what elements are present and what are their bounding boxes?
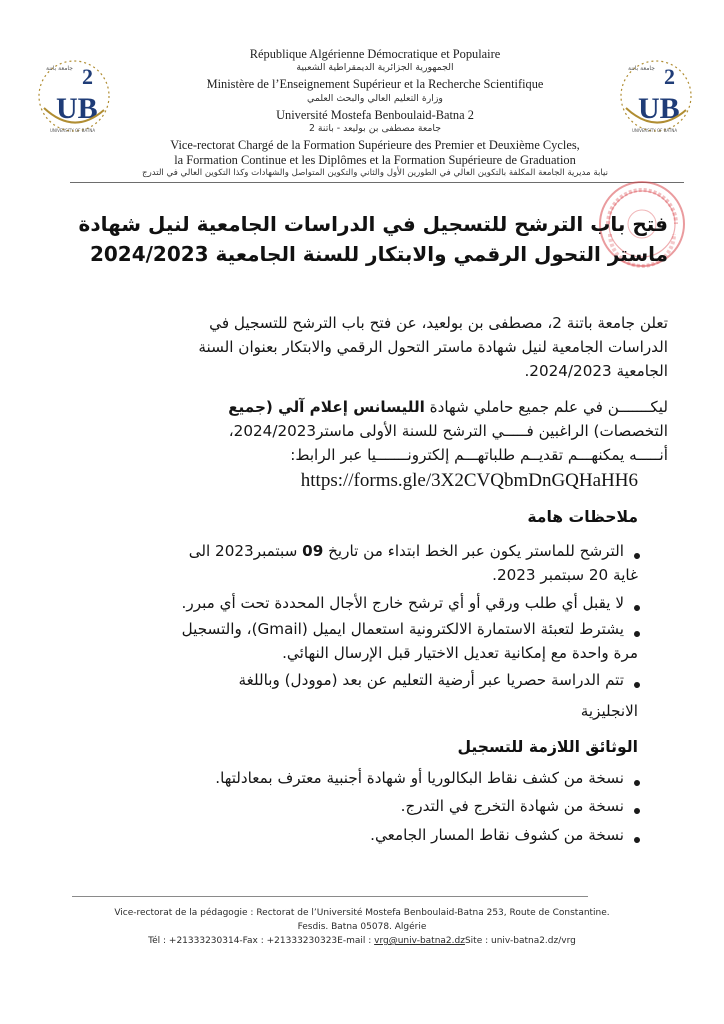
header-vicerectorat-fr-2: la Formation Continue et les Diplômes et la Formation Supérieure de Graduation [174, 153, 576, 167]
note-3-line-1: يشترط لتعبئة الاستمارة الالكترونية استعمال ايميل (Gmail)، والتسجيل [181, 620, 624, 638]
logo-en-text: UNIVERSITY OF BATNA [50, 128, 96, 133]
footer-address-line-2: Fesdis. Batna 05078. Algérie [297, 922, 427, 932]
announcement-title-line-1: فتح باب الترشح للتسجيل في الدراسات الجامعية لنيل شهادة [78, 212, 668, 236]
document-2: نسخة من شهادة التخرج في التدرج. [400, 797, 624, 815]
header-divider [70, 182, 684, 183]
document-1: نسخة من كشف نقاط البكالوريا أو شهادة أجنبية معترف بمعادلتها. [215, 769, 624, 787]
footer-site: Site : univ-batna2.dz/vrg [464, 936, 576, 946]
note-4-line-1: تتم الدراسة حصريا عبر أرضية التعليم عن بعد (موودل) وباللغة [238, 671, 624, 689]
header-vicerectorat-ar: نيابة مديرية الجامعة المكلفة بالتكوين العالي في الطورين الأول والثاني والتكوين المتواصل والشهادات وكذا التكوين العالي في التدرج [142, 168, 608, 178]
notes-title: ملاحظات هامة [527, 508, 638, 526]
bullet-icon [634, 837, 640, 843]
logo-number: 2 [664, 64, 675, 89]
paragraph-2-line-3: أنـــــه يمكنهـــم تقديــم طلباتهـــم إلكترونـــــــيا عبر الرابط: [290, 446, 668, 464]
paragraph-1-line-3: الجامعية 2024/2023. [524, 362, 668, 380]
documents-title: الوثائق اللازمة للتسجيل [457, 738, 638, 756]
logo-ar-text: جامعة باتنة [628, 65, 655, 72]
bullet-icon [634, 808, 640, 814]
paragraph-2-line-1 [228, 398, 668, 416]
header-university-fr: Université Mostefa Benboulaid-Batna 2 [276, 108, 474, 122]
university-logo-icon [34, 52, 114, 138]
note-1-line-1 [189, 542, 624, 560]
footer-divider [72, 896, 588, 897]
header-republic-fr: République Algérienne Démocratique et Populaire [249, 47, 501, 61]
paragraph-2-text: ليكـــــــن في علم جميع حاملي شهادة [424, 398, 668, 416]
bullet-icon [634, 682, 640, 688]
bullet-icon [634, 631, 640, 637]
paragraph-1-line-2: الدراسات الجامعية لنيل شهادة ماستر التحول الرقمي والابتكار بعنوان السنة [198, 338, 668, 356]
paragraph-2-line-2: التخصصات) الراغبين فـــــي الترشح للسنة الأولى ماستر2024/2023، [228, 422, 668, 440]
note-2: لا يقبل أي طلب ورقي أو أي ترشح خارج الأجال المحددة تحت أي مبرر. [181, 594, 624, 612]
note-1-date: 09 [302, 542, 324, 560]
header-republic-ar: الجمهورية الجزائرية الديمقراطية الشعبية [296, 62, 454, 73]
logo-letters: UB [638, 92, 680, 125]
bullet-icon [634, 553, 640, 559]
logo-number: 2 [82, 64, 93, 89]
announcement-title-line-2: ماستر التحول الرقمي والابتكار للسنة الجامعية 2024/2023 [89, 242, 668, 266]
university-logo-left [34, 52, 114, 138]
footer-phone-fax: Tél : +21333230314-Fax : +21333230323E-mail : [148, 936, 375, 946]
document-3: نسخة من كشوف نقاط المسار الجامعي. [370, 826, 624, 844]
header-ministry-fr: Ministère de l’Enseignement Supérieur et la Recherche Scientifique [206, 77, 544, 91]
note-3-line-2: مرة واحدة مع إمكانية تعديل الاختيار قبل الإرسال النهائي. [282, 644, 638, 662]
logo-letters: UB [56, 92, 98, 125]
header-university-ar: جامعة مصطفى بن بوليعد - باتنة 2 [308, 123, 442, 134]
note-1-line-2: غاية 20 سبتمبر 2023. [492, 566, 638, 584]
licence-name: الليسانس إعلام آلي (جميع [228, 398, 425, 416]
footer-address-line-1: Vice-rectorat de la pédagogie : Rectorat de l’Université Mostefa Benboulaid-Batna 253, Route de Constantine. [114, 908, 610, 918]
note-4-line-2: الانجليزية [580, 702, 638, 720]
note-1-text-c: سبتمبر2023 الى [188, 542, 303, 560]
bullet-icon [634, 605, 640, 611]
header-vicerectorat-fr-1: Vice-rectorat Chargé de la Formation Supérieure des Premier et Deuxième Cycles, [170, 138, 580, 152]
header-ministry-ar: وزارة التعليم العالي والبحث العلمي [307, 93, 443, 104]
footer-email-link[interactable]: vrg@univ-batna2.dz [374, 936, 465, 946]
logo-en-text: UNIVERSITY OF BATNA [632, 128, 678, 133]
logo-ar-text: جامعة باتنة [46, 65, 73, 72]
bullet-icon [634, 780, 640, 786]
note-1-text-a: الترشح للماستر يكون عبر الخط ابتداء من تاريخ [323, 542, 624, 560]
registration-link[interactable]: https://forms.gle/3X2CVQbmDnGQHaHH6 [300, 470, 638, 491]
footer-contact-line [60, 936, 664, 946]
paragraph-1-line-1: تعلن جامعة باتنة 2، مصطفى بن بولعيد، عن فتح باب الترشح للتسجيل في [209, 314, 668, 332]
